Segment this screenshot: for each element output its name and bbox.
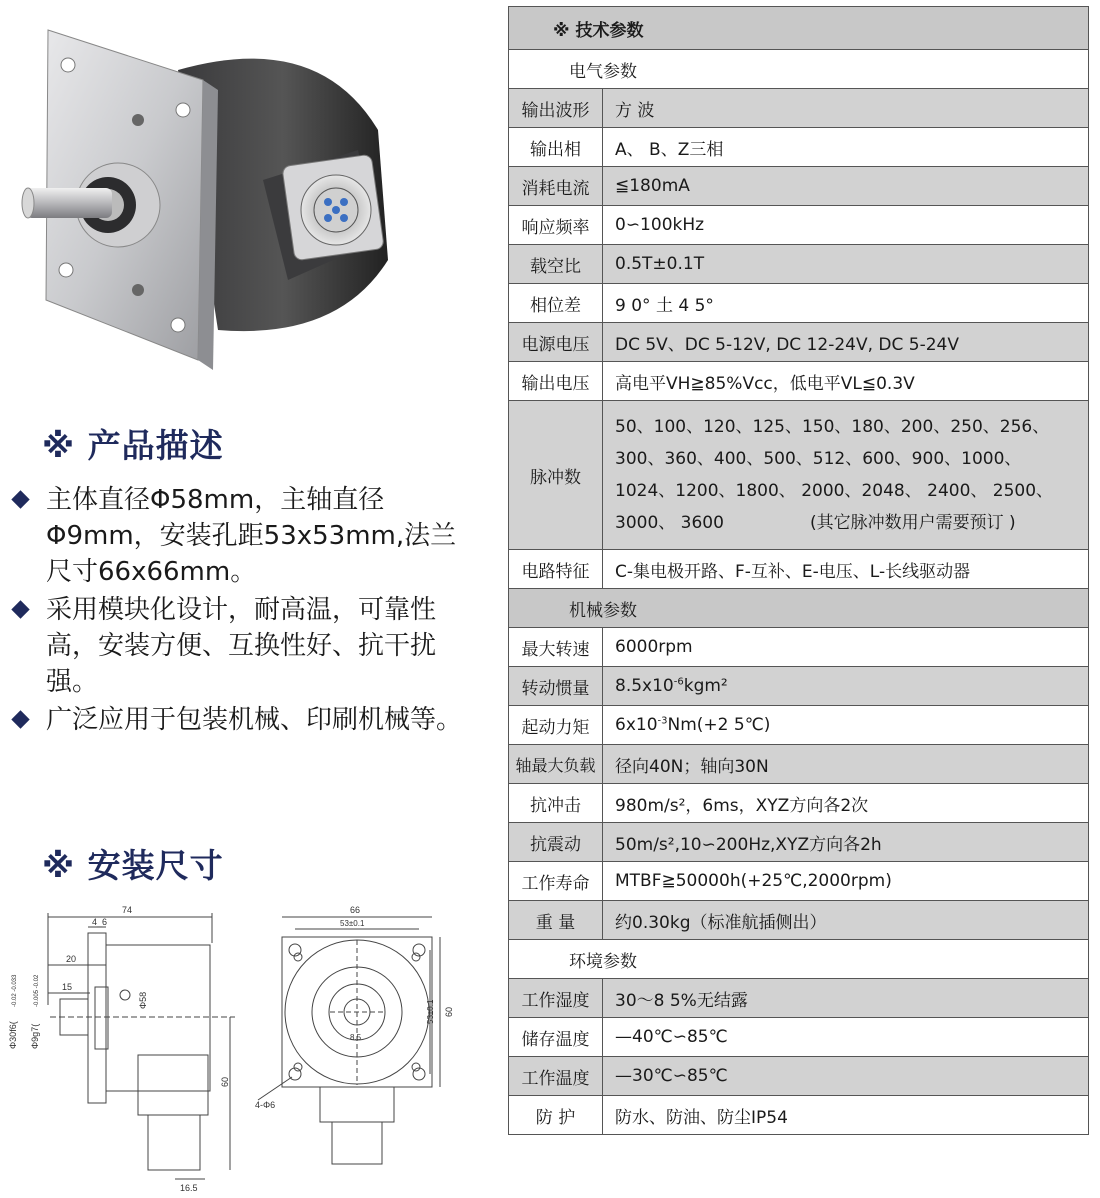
mechanical-heading: 机械参数 [509, 589, 1089, 628]
environment-heading: 环境参数 [509, 940, 1089, 979]
table-row: 载空比 0.5T±0.1T [509, 245, 1089, 284]
description-list [8, 482, 478, 740]
dim-60-front: 60 [444, 1006, 454, 1017]
table-row: 响应频率 0∽100kHz [509, 206, 1089, 245]
dimensions-title: ※ 安装尺寸 [42, 846, 224, 885]
spec-table [508, 6, 1089, 1135]
table-row: 输出相 A、 B、Z三相 [509, 128, 1089, 167]
table-row: 抗冲击 980m/s²，6ms，XYZ方向各2次 [509, 784, 1089, 823]
table-row: 重 量 约0.30kg（标准航插侧出） [509, 901, 1089, 940]
spec-title: ※ 技术参数 [509, 7, 1089, 50]
electrical-heading: 电气参数 [509, 50, 1089, 89]
table-row: 相位差 9 0° 土 4 5° [509, 284, 1089, 323]
dim-4-6: 4_6 [92, 917, 108, 927]
dim-phi58: Φ58 [138, 991, 148, 1009]
diamond-bullet-icon [11, 600, 29, 618]
dim-15: 15 [62, 982, 73, 992]
table-row: 电源电压 DC 5V、DC 5-12V, DC 12-24V, DC 5-24V [509, 323, 1089, 362]
dim-phi30: Φ30f6( [8, 1021, 18, 1049]
table-row: 工作寿命 MTBF≧50000h(+25℃,2000rpm) [509, 862, 1089, 901]
description-item: 主体直径Φ58mm，主轴直径Φ9mm，安装孔距53x53mm,法兰尺寸66x66mm。 [8, 482, 478, 590]
table-row: 工作温度 —30℃∽85℃ [509, 1057, 1089, 1096]
dim-20: 20 [66, 954, 77, 964]
dim-53-side: 53±0.1 [426, 999, 435, 1024]
dim-66: 66 [350, 905, 361, 915]
dim-60: 60 [220, 1076, 230, 1087]
dim-tol9: -0.005 -0.02 [34, 974, 40, 1007]
table-row: 输出电压 高电平VH≧85%Vcc，低电平VL≦0.3V [509, 362, 1089, 401]
encoder-photo [18, 10, 448, 380]
dim-phi9: Φ9g7( [30, 1023, 40, 1049]
dim-tol30: -0.02 -0.033 [12, 974, 18, 1007]
table-row: 消耗电流 ≦180mA [509, 167, 1089, 206]
diamond-bullet-icon [11, 490, 29, 508]
diamond-bullet-icon [11, 710, 29, 728]
left-panel [0, 0, 500, 1198]
dim-74: 74 [122, 905, 133, 915]
table-row: 工作湿度 30～8 5%无结露 [509, 979, 1089, 1018]
table-row: 转动惯量 $8.5x10^{-6}kgm^2$ [509, 667, 1089, 706]
table-row: 抗震动 50m/s²,10∽200Hz,XYZ方向各2h [509, 823, 1089, 862]
table-row: 输出波形 方 波 [509, 89, 1089, 128]
table-row: 轴最大负载 径向40N；轴向30N [509, 745, 1089, 784]
table-row: 最大转速 6000rpm [509, 628, 1089, 667]
description-item: 广泛应用于包装机械、印刷机械等。 [8, 702, 478, 738]
description-title: ※ 产品描述 [42, 426, 224, 465]
table-row: 储存温度 —40℃∽85℃ [509, 1018, 1089, 1057]
dimension-drawing [0, 895, 470, 1195]
table-row: 防 护 防水、防油、防尘IP54 [509, 1096, 1089, 1135]
table-row: 电路特征 C-集电极开路、F-互补、E-电压、L-长线驱动器 [509, 550, 1089, 589]
table-row: 起动力矩 $6x10^{-3}Nm(+2$ 5℃) [509, 706, 1089, 745]
table-row-pulse: 脉冲数 50、100、120、125、150、180、200、250、256、 300、360、400、500、512、600、900、1000、 1024、1200、1800、 2000、2048、 2400、 2500、 3000、 3600 (其它脉冲数用户需要预订 ) [509, 401, 1089, 550]
dim-16-5: 16.5 [180, 1183, 198, 1193]
dim-holes: 4-Φ6 [255, 1100, 276, 1110]
dim-8-5: 8.5 [350, 1033, 362, 1042]
dim-53-top: 53±0.1 [340, 919, 365, 928]
description-item: 采用模块化设计，耐高温，可靠性高，安装方便、互换性好、抗干扰强。 [8, 592, 478, 700]
